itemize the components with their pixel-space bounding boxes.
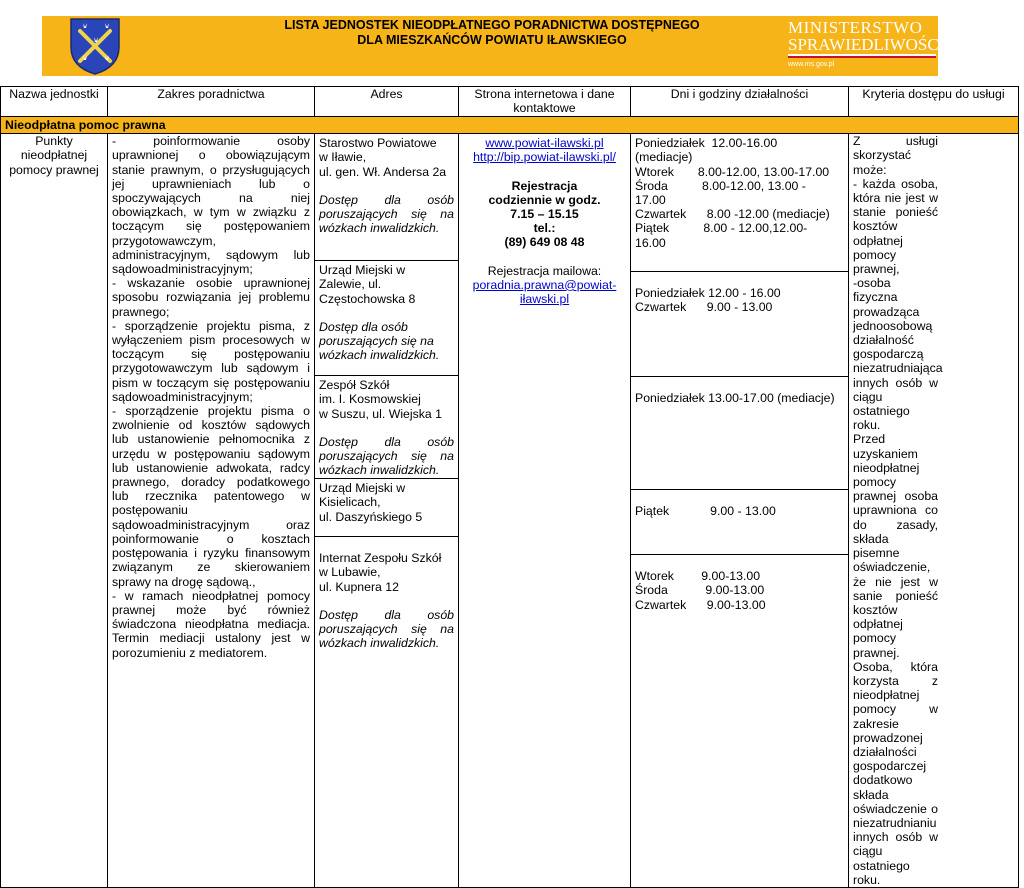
section-row — [1, 117, 1019, 134]
hours-cell — [631, 134, 849, 888]
address-item — [315, 536, 458, 652]
mail-label: Rejestracja mailowa: — [487, 263, 602, 278]
address-name: Urząd Miejski w Kisielicach, ul. Daszyńskiego 5 — [319, 481, 423, 524]
website-link[interactable]: www.powiat-ilawski.pl — [485, 136, 604, 151]
address-item — [315, 134, 458, 237]
bip-link[interactable]: http://bip.powiat-ilawski.pl/ — [473, 150, 616, 165]
address-name: Internat Zespołu Szkół w Lubawie, ul. Kupnera 12 — [319, 551, 442, 594]
ministry-logo — [788, 18, 945, 68]
table-header-row — [1, 87, 1019, 117]
flag-stripes — [788, 54, 936, 58]
address-name: Urząd Miejski w Zalewie, ul. Częstochowska 8 — [319, 263, 416, 306]
address-note: Dostęp dla osób poruszających się na wózkach inwalidzkich. — [319, 607, 454, 651]
address-note: Dostęp dla osób poruszających się na wózkach inwalidzkich. — [319, 434, 454, 478]
mail-link[interactable]: poradnia.prawna@powiat- iławski.pl — [472, 277, 617, 307]
col-header-criteria: Kryteria dostępu do usługi — [849, 87, 1019, 117]
address-item — [315, 375, 458, 479]
criteria-cell: Z usługi skorzystać może: - każda osoba, która nie jest w stanie ponieść kosztów odpłatnej pomocy prawnej, -osoba fizyczna prowadząca jednoosobową działalność gospodarczą niezatrudniająca innych osób w ciągu ostatniego roku. Przed uzyskaniem nieodpłatnej pomocy prawnej osoba uprawniona co do zasady, składa pisemne oświadczenie, że nie jest w sanie ponieść kosztów odpłatnej pomocy prawnej. Osoba, która korzysta z nieodpłatnej pomocy w zakresie prowadzonej działalności gospodarczej dodatkowo składa oświadczenie o niezatrudnianiu innych osób w ciągu ostatniego roku. — [849, 134, 1019, 888]
document-title — [222, 18, 762, 48]
address-name: Starostwo Powiatowe w Iławie, ul. gen. Wł. Andersa 2a — [319, 136, 447, 179]
hours-item: Poniedziałek 12.00-16.00 (mediacje) Wtorek 8.00-12.00, 13.00-17.00 Środa 8.00-12.00, 13.00 - 17.00 Czwartek 8.00 -12.00 (mediacje) Piątek 8.00 - 12.00,12.00- 16.00 — [635, 136, 830, 250]
registration-info: Rejestracja codziennie w godz. 7.15 – 15.15 tel.: (89) 649 08 48 — [488, 178, 601, 250]
hours-item: Piątek 9.00 - 13.00 — [631, 489, 848, 520]
title-line-2: DLA MIESZKAŃCÓW POWIATU IŁAWSKIEGO — [357, 33, 627, 47]
col-header-scope: Zakres poradnictwa — [108, 87, 315, 117]
unit-name-cell: Punkty nieodpłatnej pomocy prawnej — [1, 134, 108, 888]
hours-item: Poniedziałek 12.00 - 16.00 Czwartek 9.00 - 13.00 — [631, 271, 848, 316]
col-header-hours: Dni i godziny działalności — [631, 87, 849, 117]
address-note: Dostęp dla osób poruszających się na wózkach inwalidzkich. — [319, 319, 440, 363]
header-banner — [42, 16, 945, 76]
address-name: Zespół Szkół im. I. Kosmowskiej w Suszu, ul. Wiejska 1 — [319, 378, 443, 421]
hours-item: Poniedziałek 13.00-17.00 (mediacje) — [631, 376, 848, 407]
address-item — [315, 260, 458, 364]
col-header-unit: Nazwa jednostki — [1, 87, 108, 117]
coat-of-arms-icon — [68, 17, 122, 75]
table-row — [1, 134, 1019, 888]
col-header-address: Adres — [315, 87, 459, 117]
hours-item: Wtorek 9.00-13.00 Środa 9.00-13.00 Czwartek 9.00-13.00 — [631, 554, 848, 614]
address-item — [315, 478, 458, 526]
ministry-line-2: SPRAWIEDLIWOŚCI — [788, 35, 945, 54]
scope-cell: - poinformowanie osoby uprawnionej o obowiązującym stanie prawnym, o przysługujących jej uprawnieniach lub o spoczywających na niej obowiązkach, w tym w związku z toczącym się postępowaniem przygotowawczym, administracyjnym, sądowym lub sądowoadministracyjnym; - wskazanie osobie uprawnionej sposobu rozwiązania jej problemu prawnego; - sporządzenie projektu pisma, z wyłączeniem pism procesowych w toczącym się postępowaniu przygotowawczym lub sądowym i pism w toczącym się postępowaniu sądowoadministracyjnym; - sporządzenie projektu pisma o zwolnienie od kosztów sądowych lub ustanowienie pełnomocnika z urzędu w postępowaniu sądowym lub ustanowienie adwokata, radcy prawnego, doradcy podatkowego lub rzecznika patentowego w postępowaniu sądowoadministracyjnym oraz poinformowanie o kosztach postępowania i ryzyku finansowym związanym ze skierowaniem sprawy na drogę sądową., - w ramach nieodpłatnej pomocy prawnej może być również świadczona nieodpłatna mediacja. Termin mediacji ustalony jest w porozumieniu z mediatorem. — [108, 134, 315, 888]
section-title: Nieodpłatna pomoc prawna — [1, 117, 1019, 134]
title-line-1: LISTA JEDNOSTEK NIEODPŁATNEGO PORADNICTWA DOSTĘPNEGO — [284, 18, 700, 32]
contact-cell — [459, 134, 631, 888]
ministry-line-1: MINISTERSTWO — [788, 18, 923, 37]
address-note: Dostęp dla osób poruszających się na wózkach inwalidzkich. — [319, 192, 454, 236]
ministry-url: www.ms.gov.pl — [788, 61, 835, 68]
address-cell — [315, 134, 459, 888]
col-header-contact: Strona internetowa i dane kontaktowe — [459, 87, 631, 117]
legal-aid-table — [0, 86, 1019, 888]
